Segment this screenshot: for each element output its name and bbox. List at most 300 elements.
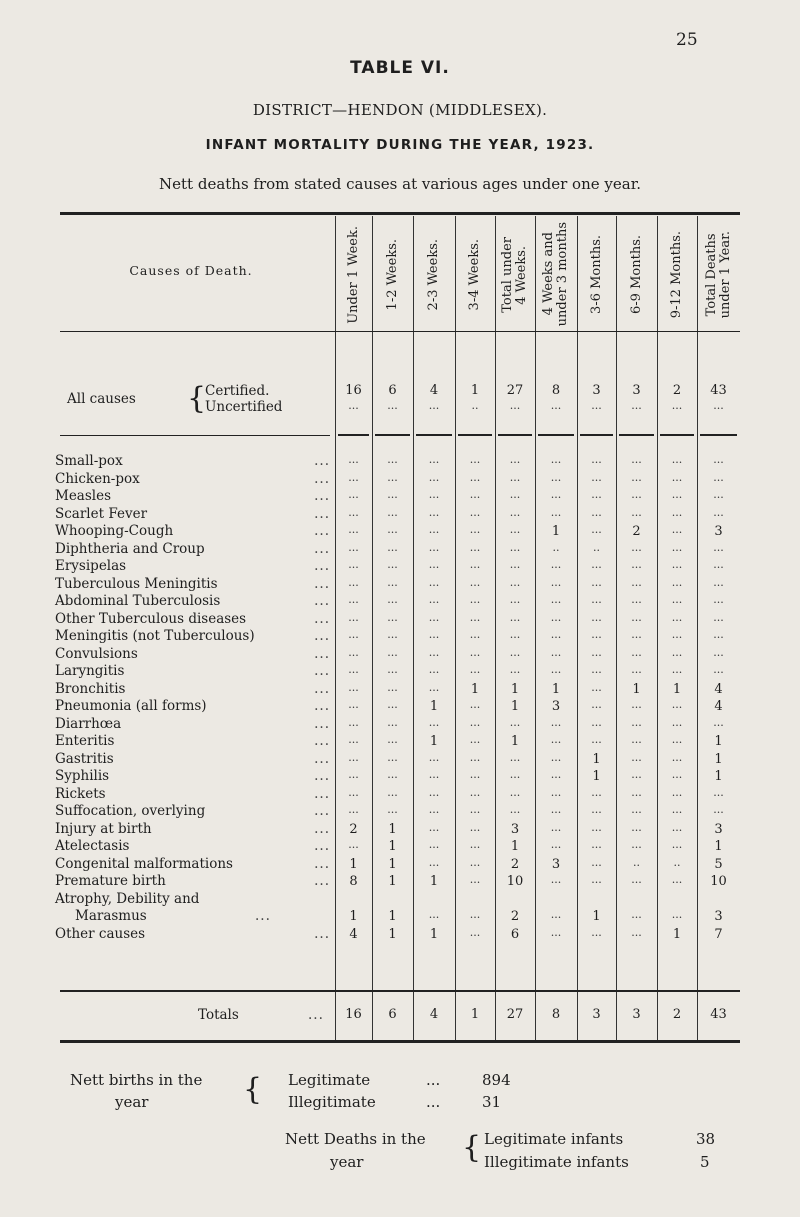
table-cell: 1: [388, 874, 397, 889]
table-cell: ...: [387, 505, 398, 519]
table-cell: 3: [510, 821, 520, 837]
table-cell: 1: [714, 839, 723, 854]
table-cell: 1: [551, 524, 561, 539]
table-cell: 3: [551, 699, 561, 714]
row-label: Rickets: [55, 785, 106, 802]
table-cell: ...: [550, 575, 562, 589]
district-title: DISTRICT—HENDON (MIDDLESEX).: [252, 101, 548, 119]
leader-dots: ...: [314, 558, 330, 574]
table-cell: ...: [631, 628, 642, 641]
table-row: [55, 786, 740, 802]
table-cell: ...: [591, 645, 602, 659]
table-cell: ...: [671, 453, 683, 466]
table-cell: ...: [469, 733, 481, 746]
table-cell: 1: [714, 751, 723, 767]
totals-label: Totals: [198, 1007, 239, 1023]
table-cell: ...: [550, 838, 562, 851]
table-cell: ...: [671, 768, 683, 781]
uncertified-label: Uncertified: [205, 399, 283, 415]
table-cell: ...: [509, 610, 521, 624]
all-causes-label: All causes: [67, 391, 136, 407]
table-cell: ...: [387, 715, 398, 729]
table-cell: ...: [469, 925, 481, 939]
table-row: [55, 558, 740, 574]
table-cell: ...: [348, 838, 359, 851]
column-header-label: 2-3 Weeks.: [426, 238, 441, 311]
table-cell: ...: [428, 593, 440, 606]
table-cell: ...: [469, 645, 481, 659]
table-cell: 1: [632, 681, 641, 697]
table-cell: ...: [469, 505, 481, 519]
table-cell: 8: [551, 1007, 561, 1022]
table-cell: 3: [632, 383, 641, 398]
table-cell: 3: [592, 1007, 601, 1022]
table-cell: ..: [673, 855, 681, 869]
table-cell: ...: [713, 610, 724, 624]
table-cell: 1: [672, 926, 682, 942]
table-cell: ...: [713, 453, 724, 466]
table-cell: ..: [633, 855, 640, 869]
table-cell: ...: [713, 628, 724, 641]
table-cell: ...: [631, 820, 642, 834]
all-causes-brace: {: [187, 381, 207, 416]
column-header-label: 9-12 Months.: [669, 230, 684, 319]
table-cell: ...: [591, 488, 602, 501]
column-header: [495, 222, 535, 327]
table-cell: ...: [387, 575, 398, 589]
table-cell: ...: [550, 803, 562, 816]
table-cell: ...: [671, 399, 683, 412]
table-title: TABLE VI.: [350, 58, 450, 78]
table-cell: ...: [469, 820, 481, 834]
table-cell: ...: [591, 610, 602, 624]
table-cell: 16: [345, 1007, 362, 1022]
table-row: [55, 803, 740, 819]
table-cell: ...: [713, 540, 724, 554]
table-cell: ...: [348, 628, 359, 641]
deaths-illegit-label: Illegitimate infants: [484, 1153, 629, 1171]
row-label: Tuberculous Meningitis: [55, 575, 218, 592]
table-row: [55, 471, 740, 487]
row-label: Diarrhœa: [55, 715, 122, 732]
table-cell: 1: [388, 926, 397, 942]
table-cell: ...: [348, 505, 359, 519]
leader-dots: ...: [314, 855, 330, 872]
table-cell: ...: [387, 470, 398, 484]
column-header-label: 3-6 Months.: [588, 235, 604, 314]
table-cell: ...: [509, 663, 521, 676]
table-cell: 1: [510, 839, 520, 854]
table-cell: ...: [713, 645, 724, 659]
table-cell: ...: [509, 540, 521, 554]
table-cell: ...: [631, 593, 642, 606]
table-row: [55, 681, 740, 697]
table-cell: ...: [671, 593, 683, 606]
table-cell: ...: [348, 470, 359, 484]
table-cell: 8: [551, 383, 561, 398]
table-cell: ...: [631, 785, 642, 799]
table-cell: ...: [428, 907, 440, 921]
births-brace: {: [243, 1072, 263, 1107]
table-cell: ...: [387, 488, 398, 501]
table-cell: ...: [591, 680, 602, 694]
table-cell: ...: [509, 470, 521, 484]
table-cell: ...: [428, 523, 440, 536]
table-cell: ...: [509, 399, 521, 412]
leader-dots: ...: [314, 785, 330, 802]
table-cell: ...: [428, 628, 440, 641]
table-cell: 1: [592, 751, 601, 767]
header-rule: [60, 331, 740, 332]
table-cell: ...: [509, 575, 521, 589]
deaths-legit-value: 38: [696, 1130, 716, 1148]
table-cell: 4: [714, 699, 723, 714]
leader-dots: ...: [314, 628, 330, 644]
table-cell: 1: [429, 699, 439, 714]
table-cell: ...: [591, 453, 602, 466]
table-row: [55, 663, 740, 679]
table-cell: ...: [348, 645, 359, 659]
table-cell: ...: [671, 907, 683, 921]
births-illegit-label: Illegitimate: [288, 1093, 376, 1111]
table-cell: 6: [510, 926, 520, 942]
table-cell: ...: [509, 785, 521, 799]
column-header: [616, 222, 657, 327]
leader-dots: ...: [314, 523, 330, 539]
table-cell: 1: [470, 681, 480, 697]
table-cell: ...: [713, 399, 724, 412]
table-cell: ...: [509, 488, 521, 501]
leader-dots: ...: [314, 470, 330, 487]
table-cell: 1: [672, 681, 682, 697]
table-cell: ...: [469, 610, 481, 624]
leader-dots: ...: [314, 540, 330, 557]
deaths-legit-label: Legitimate infants: [484, 1130, 624, 1148]
table-cell: 3: [551, 856, 561, 872]
table-cell: ...: [469, 540, 481, 554]
table-cell: 27: [506, 383, 524, 398]
table-cell: ...: [428, 470, 440, 484]
table-cell: ...: [428, 540, 440, 554]
table-cell: ...: [591, 855, 602, 869]
table-cell: ...: [469, 715, 481, 729]
table-cell: ...: [550, 645, 562, 659]
table-cell: ...: [713, 715, 724, 729]
table-cell: ...: [387, 628, 398, 641]
table-cell: 3: [592, 383, 601, 398]
table-row: [55, 698, 740, 714]
leader-dots: ...: [314, 610, 330, 627]
table-cell: ...: [713, 558, 724, 571]
table-cell: ...: [550, 663, 562, 676]
table-cell: ...: [631, 399, 642, 412]
table-cell: 1: [592, 908, 601, 924]
table-row: [55, 733, 740, 749]
table-description: Nett deaths from stated causes at various ages under one year.: [159, 175, 641, 193]
table-cell: 3: [632, 1007, 641, 1022]
table-cell: ...: [671, 698, 683, 711]
table-cell: ...: [428, 645, 440, 659]
table-cell: ...: [550, 488, 562, 501]
table-row: [55, 646, 740, 662]
table-cell: ...: [713, 505, 724, 519]
column-header: [372, 222, 413, 327]
table-cell: ...: [387, 399, 398, 412]
table-cell: ...: [348, 803, 359, 816]
cell-rule: [375, 434, 410, 436]
table-row: [55, 541, 740, 557]
table-cell: 3: [714, 908, 723, 924]
births-label-1: Nett births in the: [70, 1071, 203, 1089]
table-cell: ...: [469, 855, 481, 869]
table-cell: 2: [672, 1007, 682, 1022]
table-cell: ...: [387, 733, 398, 746]
table-cell: 2: [510, 856, 520, 872]
table-cell: ...: [348, 453, 359, 466]
leader-dots: ...: [314, 768, 330, 784]
table-cell: ...: [713, 575, 724, 589]
deaths-label-2: year: [330, 1153, 364, 1171]
table-cell: ...: [550, 750, 562, 764]
table-cell: 10: [710, 874, 727, 889]
table-cell: ...: [387, 663, 398, 676]
table-cell: 3: [714, 524, 723, 539]
table-cell: ...: [387, 453, 398, 466]
leader-dots: ...: [314, 488, 330, 504]
table-cell: 6: [388, 1007, 397, 1022]
table-cell: ...: [428, 803, 440, 816]
table-cell: ..: [593, 540, 600, 554]
table-cell: ...: [631, 453, 642, 466]
table-cell: ...: [550, 505, 562, 519]
row-label: Gastritis: [55, 750, 114, 767]
subtitle: INFANT MORTALITY DURING THE YEAR, 1923.: [205, 137, 595, 153]
table-cell: ...: [713, 785, 724, 799]
table-cell: 1: [714, 769, 723, 784]
table-cell: ...: [591, 399, 602, 412]
births-illegit-value: 31: [482, 1093, 502, 1111]
table-cell: ...: [671, 540, 683, 554]
column-header-label: Total under 4 Weeks.: [500, 236, 529, 313]
table-cell: ...: [631, 715, 642, 729]
table-cell: 27: [506, 1007, 524, 1022]
table-cell: ...: [428, 488, 440, 501]
column-header: [335, 222, 372, 327]
table-row: [55, 593, 740, 609]
leader-dots: ...: [314, 715, 330, 732]
table-cell: ...: [591, 593, 602, 606]
row-label: Abdominal Tuberculosis: [55, 593, 221, 609]
column-header: [657, 222, 697, 327]
table-cell: ..: [471, 399, 479, 412]
row-label: Whooping-Cough: [55, 523, 174, 539]
table-cell: ...: [469, 768, 481, 781]
leader-dots: ...: [314, 925, 330, 942]
column-header-label: Under 1 Week.: [345, 225, 361, 324]
row-label: Other Tuberculous diseases: [55, 610, 247, 627]
table-cell: 5: [714, 856, 723, 872]
table-cell: 16: [345, 383, 362, 398]
table-row: [55, 611, 740, 627]
table-cell: 3: [714, 821, 723, 837]
deaths-illegit-value: 5: [700, 1153, 710, 1171]
table-cell: 1: [388, 839, 397, 854]
row-label: Bronchitis: [55, 680, 126, 697]
table-cell: ...: [509, 558, 521, 571]
table-cell: ...: [348, 488, 359, 501]
table-cell: ...: [428, 855, 440, 869]
row-label: Premature birth: [55, 873, 166, 889]
totals-rule: [60, 990, 740, 992]
table-cell: 4: [714, 681, 723, 697]
table-cell: ...: [550, 399, 562, 412]
row-label: Scarlet Fever: [55, 505, 148, 522]
table-cell: ...: [631, 488, 642, 501]
table-row: [55, 821, 740, 837]
all-causes-row: [55, 381, 740, 420]
table-cell: ...: [671, 785, 683, 799]
table-cell: ...: [631, 610, 642, 624]
leader-dots: ...: [314, 873, 330, 889]
table-cell: ...: [591, 575, 602, 589]
table-cell: 2: [349, 821, 358, 837]
page-number: 25: [676, 30, 698, 50]
table-cell: ...: [550, 768, 562, 781]
table-row: [55, 838, 740, 854]
table-cell: ...: [469, 453, 481, 466]
table-cell: ...: [428, 750, 440, 764]
table-cell: ...: [509, 645, 521, 659]
table-cell: ...: [509, 803, 521, 816]
table-cell: 1: [510, 734, 520, 749]
table-cell: ...: [631, 645, 642, 659]
table-cell: ...: [713, 470, 724, 484]
table-cell: 1: [510, 681, 520, 697]
table-cell: ...: [428, 399, 440, 412]
table-row: [55, 751, 740, 767]
table-cell: ...: [671, 575, 683, 589]
leader-dots: ...: [255, 907, 271, 924]
top-rule: [60, 212, 740, 215]
table-cell: 2: [510, 908, 520, 924]
table-cell: ...: [348, 733, 359, 746]
table-cell: ...: [509, 453, 521, 466]
table-cell: 1: [551, 681, 561, 697]
leader-dots: ...: [314, 803, 330, 819]
table-cell: ...: [509, 750, 521, 764]
table-row: [55, 856, 740, 872]
table-cell: ...: [550, 907, 562, 921]
table-cell: ...: [631, 575, 642, 589]
table-cell: ...: [591, 803, 602, 816]
table-cell: ...: [469, 663, 481, 676]
table-cell: ...: [469, 838, 481, 851]
table-cell: 1: [592, 769, 601, 784]
column-header: [413, 222, 455, 327]
table-cell: ...: [387, 698, 398, 711]
table-cell: ...: [469, 698, 481, 711]
column-header-label: 4 Weeks and under 3 months: [541, 222, 570, 327]
table-cell: ...: [631, 558, 642, 571]
leader-dots: ...: [314, 593, 330, 609]
table-cell: ...: [509, 505, 521, 519]
table-cell: ...: [591, 715, 602, 729]
row-label: Congenital malformations: [55, 855, 233, 872]
column-header: [535, 222, 577, 327]
table-cell: ...: [671, 470, 683, 484]
table-cell: ...: [671, 873, 683, 886]
leader-dots: ...: [314, 575, 330, 592]
row-label: Meningitis (not Tuberculous): [55, 628, 255, 644]
table-cell: ...: [631, 925, 642, 939]
table-cell: ...: [631, 698, 642, 711]
table-cell: ...: [550, 453, 562, 466]
table-cell: ...: [348, 523, 359, 536]
table-cell: ...: [348, 593, 359, 606]
table-cell: ...: [509, 523, 521, 536]
cell-rule: [458, 434, 492, 436]
table-cell: 43: [710, 1007, 727, 1022]
table-cell: ...: [348, 715, 359, 729]
table-cell: ...: [387, 523, 398, 536]
column-header: [697, 222, 740, 327]
table-row: [55, 488, 740, 504]
births-label-2: year: [115, 1093, 149, 1111]
cell-rule: [700, 434, 737, 436]
table-cell: ...: [428, 453, 440, 466]
births-illegit-dots: ...: [426, 1093, 441, 1111]
table-cell: ...: [387, 645, 398, 659]
table-cell: 1: [388, 908, 397, 924]
table-cell: ...: [469, 558, 481, 571]
table-cell: ...: [469, 470, 481, 484]
table-cell: ...: [509, 593, 521, 606]
bottom-rule: [60, 1040, 740, 1043]
table-cell: ...: [671, 803, 683, 816]
leader-dots: ...: [314, 505, 330, 522]
table-cell: 4: [429, 1007, 439, 1022]
row-label: Chicken-pox: [55, 470, 140, 487]
table-row: [55, 628, 740, 644]
row-label-continued: Marasmus: [75, 907, 147, 924]
table-cell: ...: [387, 540, 398, 554]
table-cell: ...: [469, 803, 481, 816]
row-label: Pneumonia (all forms): [55, 698, 207, 714]
table-cell: ...: [387, 680, 398, 694]
table-cell: ...: [550, 558, 562, 571]
table-cell: ...: [550, 925, 562, 939]
table-cell: 4: [429, 383, 439, 398]
causes-header: Causes of Death.: [129, 263, 253, 278]
leader-dots: ...: [314, 838, 330, 854]
table-cell: ...: [631, 733, 642, 746]
row-label: Diphtheria and Croup: [55, 540, 205, 557]
table-cell: ..: [552, 540, 560, 554]
table-cell: ...: [469, 873, 481, 886]
table-cell: ...: [469, 488, 481, 501]
table-cell: ...: [509, 768, 521, 781]
table-cell: ...: [591, 523, 602, 536]
table-cell: 1: [388, 821, 397, 837]
table-cell: 6: [388, 383, 397, 398]
table-cell: ...: [428, 715, 440, 729]
table-cell: ...: [469, 785, 481, 799]
table-cell: 1: [429, 874, 439, 889]
table-cell: ...: [348, 768, 359, 781]
row-label: Laryngitis: [55, 663, 125, 679]
totals-row: [55, 1007, 740, 1023]
table-cell: ...: [550, 785, 562, 799]
